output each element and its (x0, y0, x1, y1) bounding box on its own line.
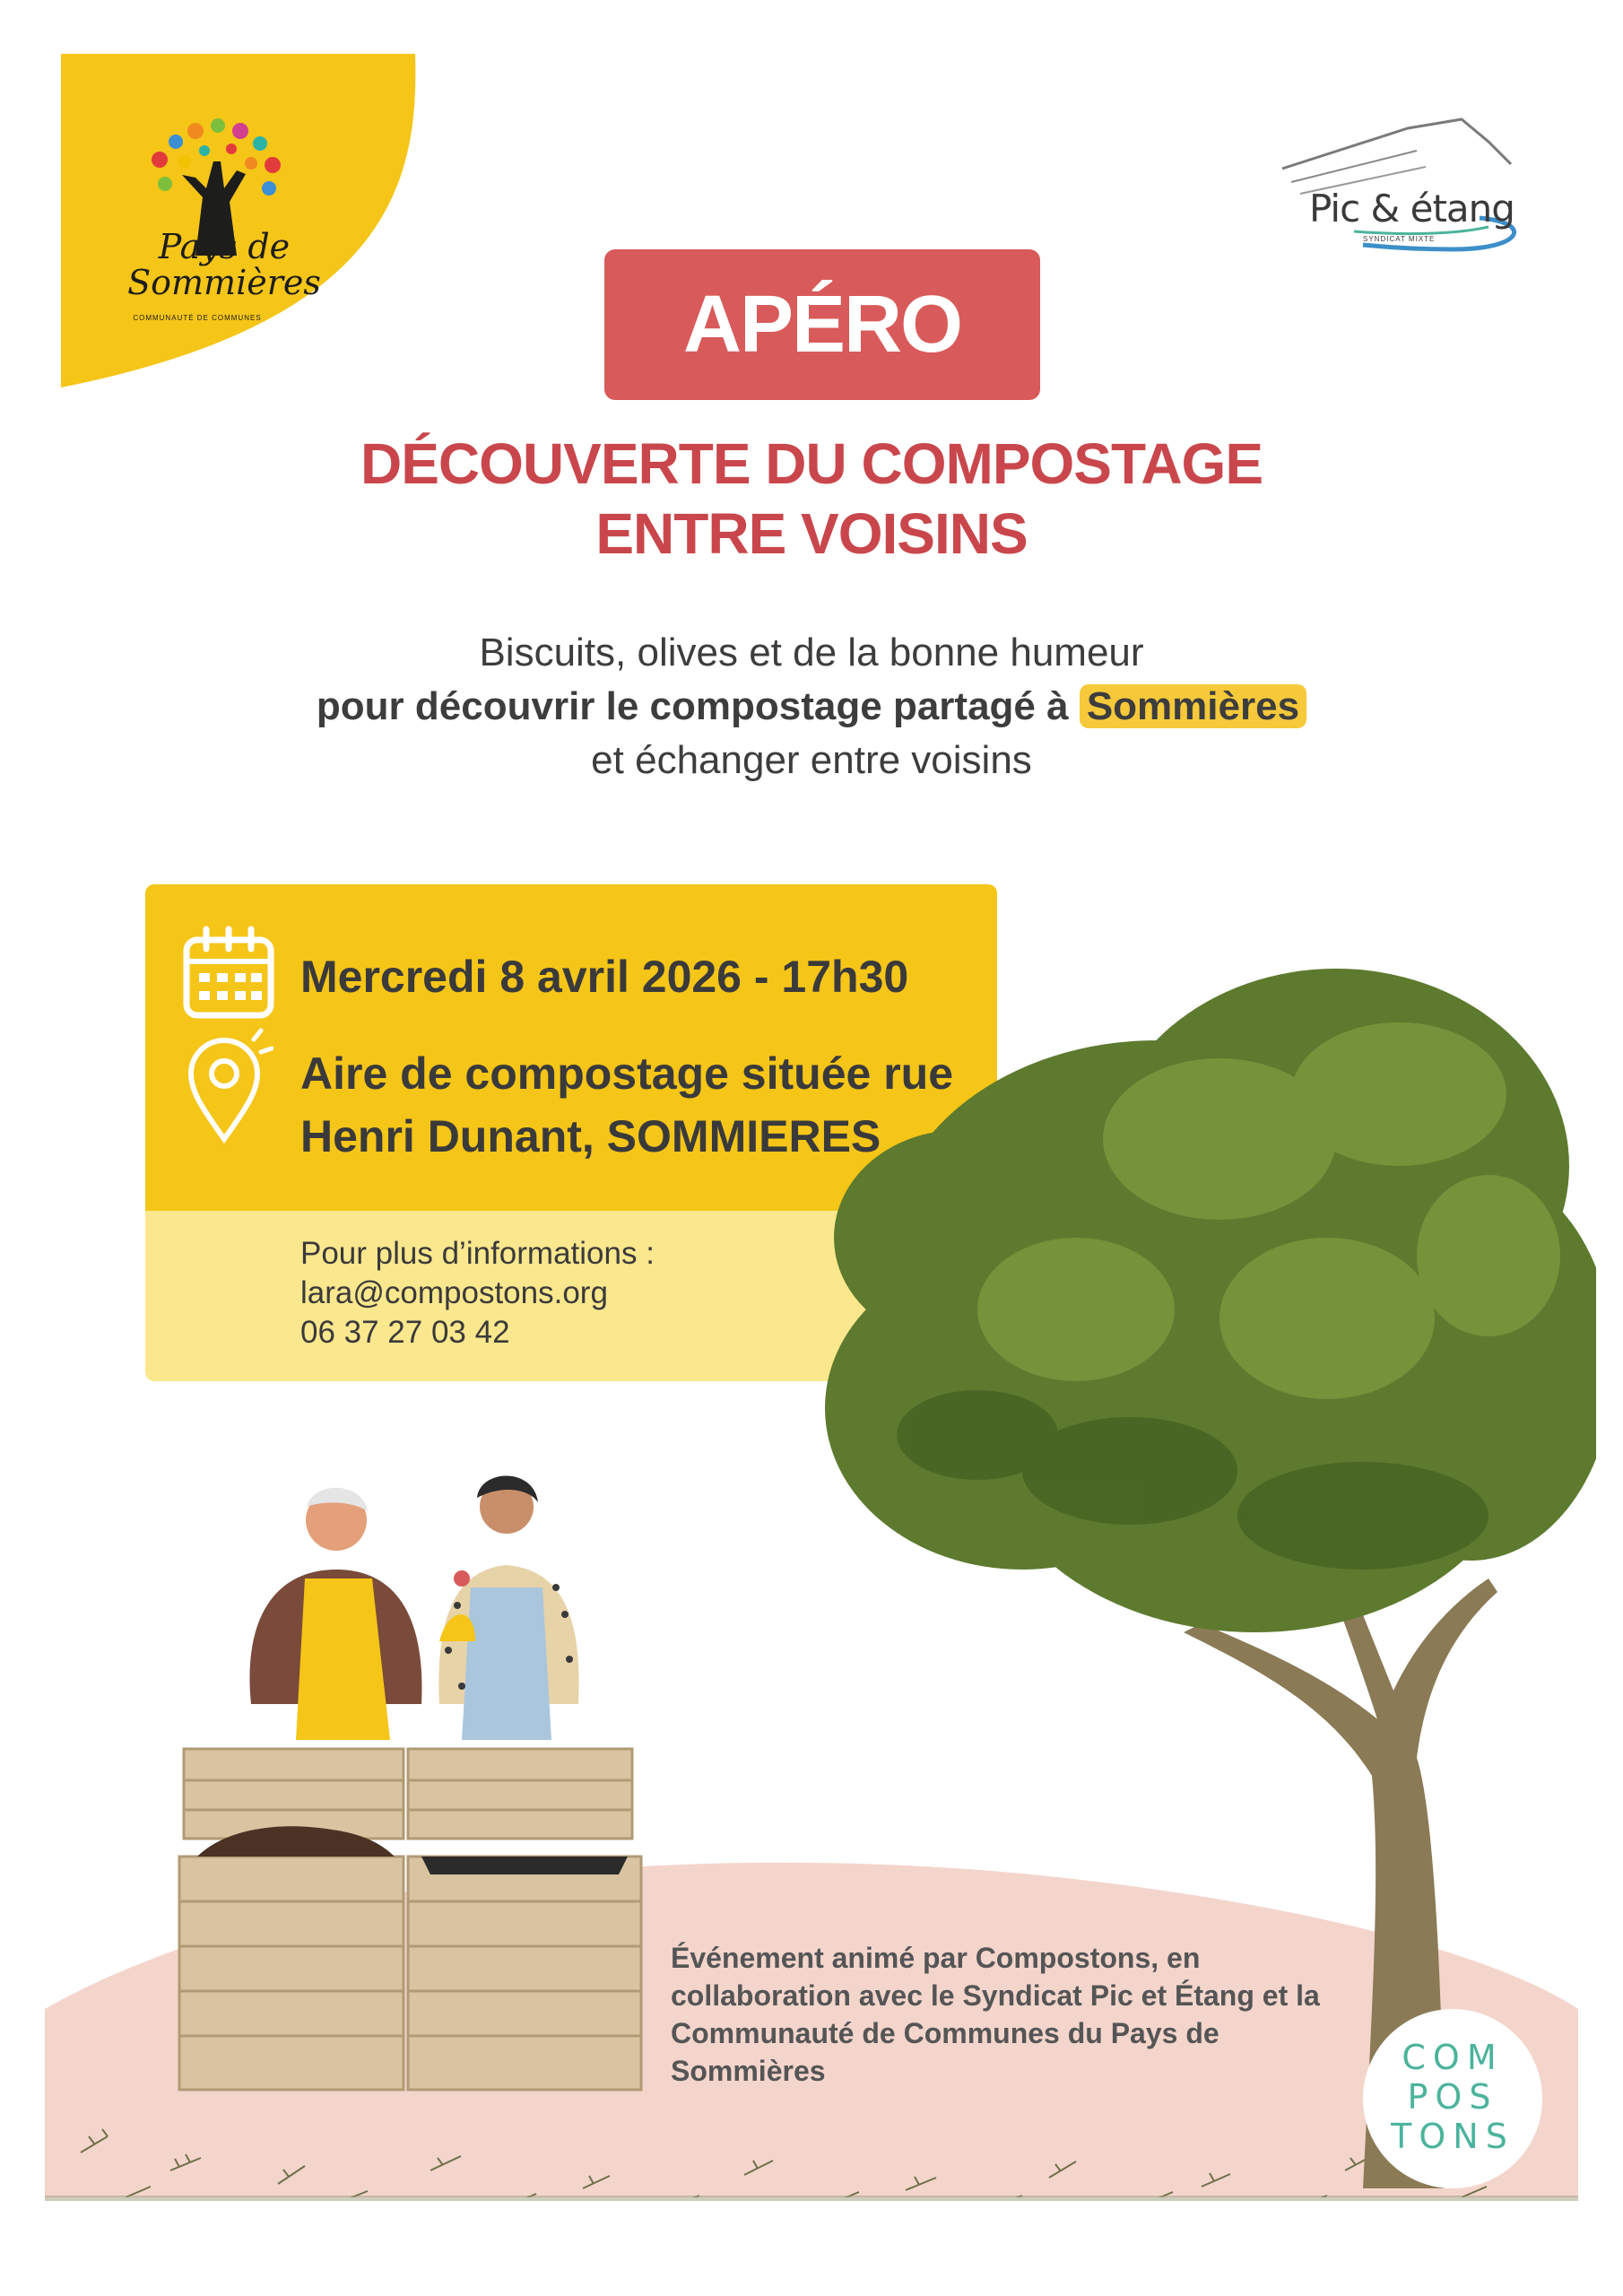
intro-highlight: Sommières (1080, 684, 1306, 728)
event-location-line2: Henri Dunant, SOMMIERES (300, 1111, 881, 1161)
contact-label: Pour plus d’informations : (300, 1236, 655, 1271)
footer-credits: Événement animé par Compostons, en collaboration avec le Syndicat Pic et Étang et la Communauté de Communes du Pays de Sommières (671, 1942, 1320, 2087)
contact-phone: 06 37 27 03 42 (300, 1315, 510, 1350)
event-title (269, 429, 1354, 569)
pays-line1: Pays de (158, 227, 291, 266)
pays-de-sommieres-logo (61, 54, 420, 387)
location-pin-icon (184, 1027, 273, 1152)
calendar-icon (179, 924, 278, 1022)
apero-title: APÉRO (682, 279, 962, 370)
pays-subtitle: COMMUNAUTÉ DE COMMUNES (133, 314, 262, 322)
apero-banner (604, 249, 1040, 400)
pic-et-etang-subtitle: SYNDICAT MIXTE (1363, 235, 1436, 243)
compostons-line1: COM (1402, 2038, 1504, 2077)
intro-text (179, 626, 1444, 787)
event-date: Mercredi 8 avril 2026 - 17h30 (300, 952, 909, 1002)
compostons-line2: POS (1407, 2077, 1498, 2117)
event-title-line1: DÉCOUVERTE DU COMPOSTAGE (360, 431, 1263, 496)
intro-line2 (179, 680, 1444, 734)
pays-de-sommieres-name (117, 229, 332, 300)
intro-line3: et échanger entre voisins (591, 738, 1032, 782)
event-location-line1: Aire de compostage située rue (300, 1048, 954, 1099)
intro-line1: Biscuits, olives et de la bonne humeur (479, 631, 1144, 674)
compostons-logo (1363, 2009, 1542, 2188)
pays-line2: Sommières (127, 263, 321, 302)
people-compost-illustration (170, 1471, 673, 2117)
intro-line2-prefix: pour découvrir le compostage partagé à (316, 684, 1069, 728)
contact-info (300, 1234, 655, 1352)
pic-et-etang-text: Pic & étang (1309, 187, 1515, 230)
contact-email: lara@compostons.org (300, 1275, 608, 1310)
event-title-line2: ENTRE VOISINS (595, 501, 1028, 566)
compostons-line3: TONS (1391, 2117, 1515, 2156)
